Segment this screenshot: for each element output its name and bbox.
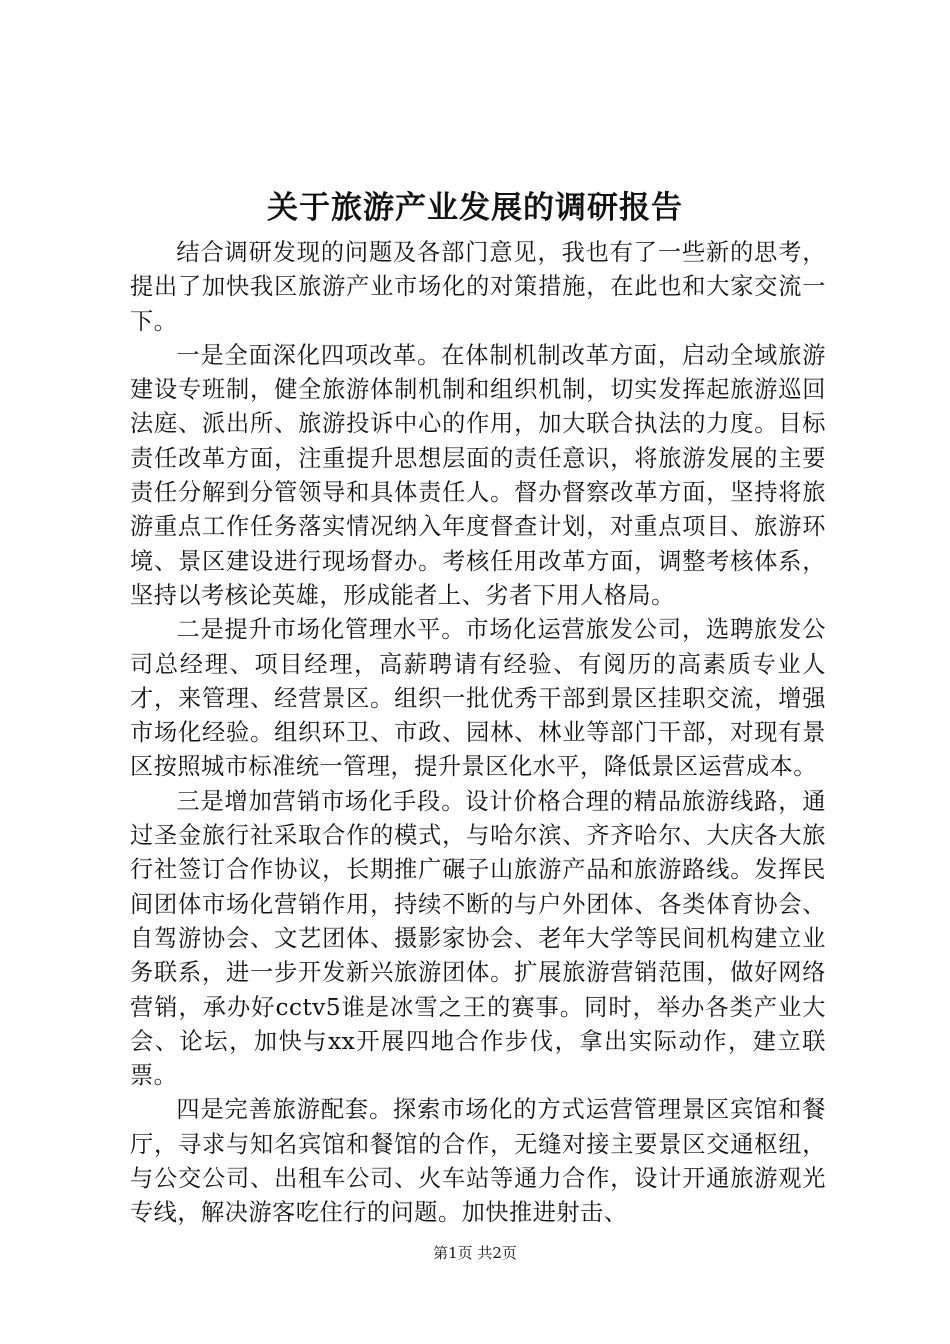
document-body — [130, 236, 826, 1231]
paragraph-reform: 一是全面深化四项改革。在体制机制改革方面，启动全域旅游建设专班制，健全旅游体制机制和组织机制，切实发挥起旅游巡回法庭、派出所、旅游投诉中心的作用，加大联合执法的力度。目标责任改革方面，注重提升思想层面的责任意识，将旅游发展的主要责任分解到分管领导和具体责任人。督办督察改革方面，坚持将旅游重点工作任务落实情况纳入年度督查计划，对重点项目、旅游环境、景区建设进行现场督办。考核任用改革方面，调整考核体系，坚持以考核论英雄，形成能者上、劣者下用人格局。 — [130, 341, 826, 609]
paragraph-marketing: 三是增加营销市场化手段。设计价格合理的精品旅游线路，通过圣金旅行社采取合作的模式，与哈尔滨、齐齐哈尔、大庆各大旅行社签订合作协议，长期推广碾子山旅游产品和旅游路线。发挥民间团体市场化营销作用，持续不断的与户外团体、各类体育协会、自驾游协会、文艺团体、摄影家协会、老年大学等民间机构建立业务联系，进一步开发新兴旅游团体。扩展旅游营销范围，做好网络营销，承办好cctv5谁是冰雪之王的赛事。同时，举办各类产业大会、论坛，加快与xx开展四地合作步伐，拿出实际动作，建立联票。 — [130, 787, 826, 1090]
document-title: 关于旅游产业发展的调研报告 — [267, 190, 683, 226]
paragraph-facilities: 四是完善旅游配套。探索市场化的方式运营管理景区宾馆和餐厅，寻求与知名宾馆和餐馆的合作，无缝对接主要景区交通枢纽，与公交公司、出租车公司、火车站等通力合作，设计开通旅游观光专线，解决游客吃住行的问题。加快推进射击、 — [130, 1096, 826, 1227]
paragraph-market-management: 二是提升市场化管理水平。市场化运营旅发公司，选聘旅发公司总经理、项目经理，高薪聘请有经验、有阅历的高素质专业人才，来管理、经营景区。组织一批优秀干部到景区挂职交流，增强市场化经验。组织环卫、市政、园林、林业等部门干部，对现有景区按照城市标准统一管理，提升景区化水平，降低景区运营成本。 — [130, 616, 826, 781]
paragraph-intro: 结合调研发现的问题及各部门意见，我也有了一些新的思考，提出了加快我区旅游产业市场化的对策措施，在此也和大家交流一下。 — [130, 239, 826, 335]
page-footer: 第1页 共2页 — [433, 1244, 517, 1262]
